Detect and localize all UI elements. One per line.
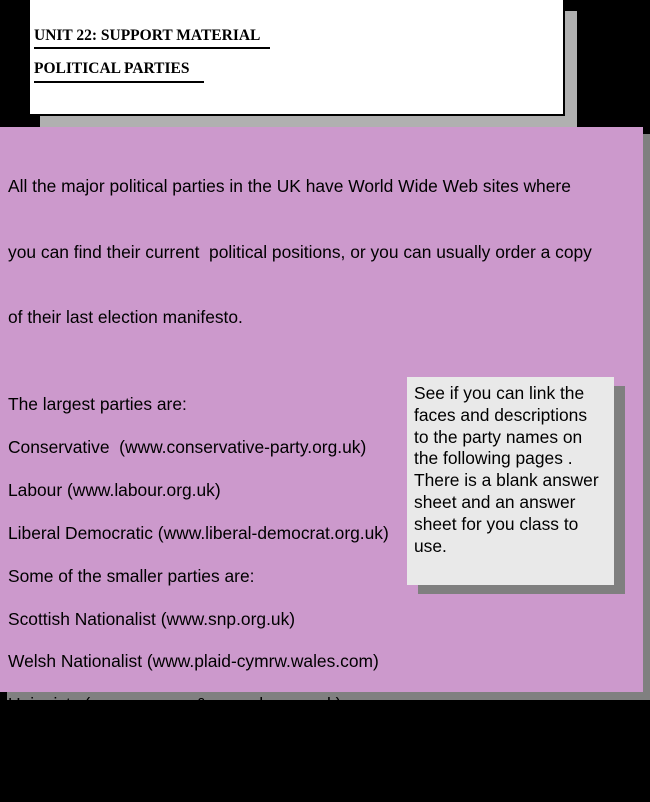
- party-labour: Labour (www.labour.org.uk): [8, 479, 221, 500]
- intro-line-2: you can find their current political positions, or you can usually order a copy: [8, 241, 592, 262]
- party-scottish-nationalist: Scottish Nationalist (www.snp.org.uk): [8, 608, 296, 629]
- note-line-2: faces and descriptions: [414, 404, 588, 425]
- note-line-8: use.: [414, 535, 447, 556]
- party-welsh-nationalist: Welsh Nationalist (www.plaid-cymrw.wales.com): [8, 651, 379, 672]
- intro-line-3: of their last election manifesto.: [8, 307, 243, 328]
- page-title-line: [34, 59, 563, 82]
- note-line-5: There is a blank answer: [414, 470, 599, 491]
- party-unionists: Unionists (www.uup.org & www.dup.org.uk): [8, 694, 342, 715]
- page-title: POLITICAL PARTIES: [34, 59, 204, 82]
- largest-parties-heading: The largest parties are:: [8, 393, 187, 414]
- note-line-6: sheet and an answer: [414, 491, 576, 512]
- note-line-1: See if you can link the: [414, 383, 585, 403]
- unit-title-line: [34, 26, 563, 49]
- header-box: [28, 0, 565, 116]
- intro-paragraph: [8, 132, 643, 373]
- party-sinn-fein: Sinn Fein (www.sinnfein.ie): [8, 780, 218, 801]
- party-sdlp: SDLP (www.sdlp.ie): [8, 737, 162, 758]
- party-conservative: Conservative (www.conservative-party.org.uk): [8, 436, 367, 457]
- note-box: [407, 377, 614, 585]
- unit-title: UNIT 22: SUPPORT MATERIAL: [34, 26, 270, 49]
- intro-line-1: All the major political parties in the UK have World Wide Web sites where: [8, 175, 571, 196]
- party-liberal-democratic: Liberal Democratic (www.liberal-democrat.org.uk): [8, 522, 389, 543]
- note-line-3: to the party names on: [414, 426, 583, 447]
- smaller-parties-heading: Some of the smaller parties are:: [8, 565, 255, 586]
- note-line-4: the following pages .: [414, 448, 573, 469]
- note-line-7: sheet for you class to: [414, 513, 579, 534]
